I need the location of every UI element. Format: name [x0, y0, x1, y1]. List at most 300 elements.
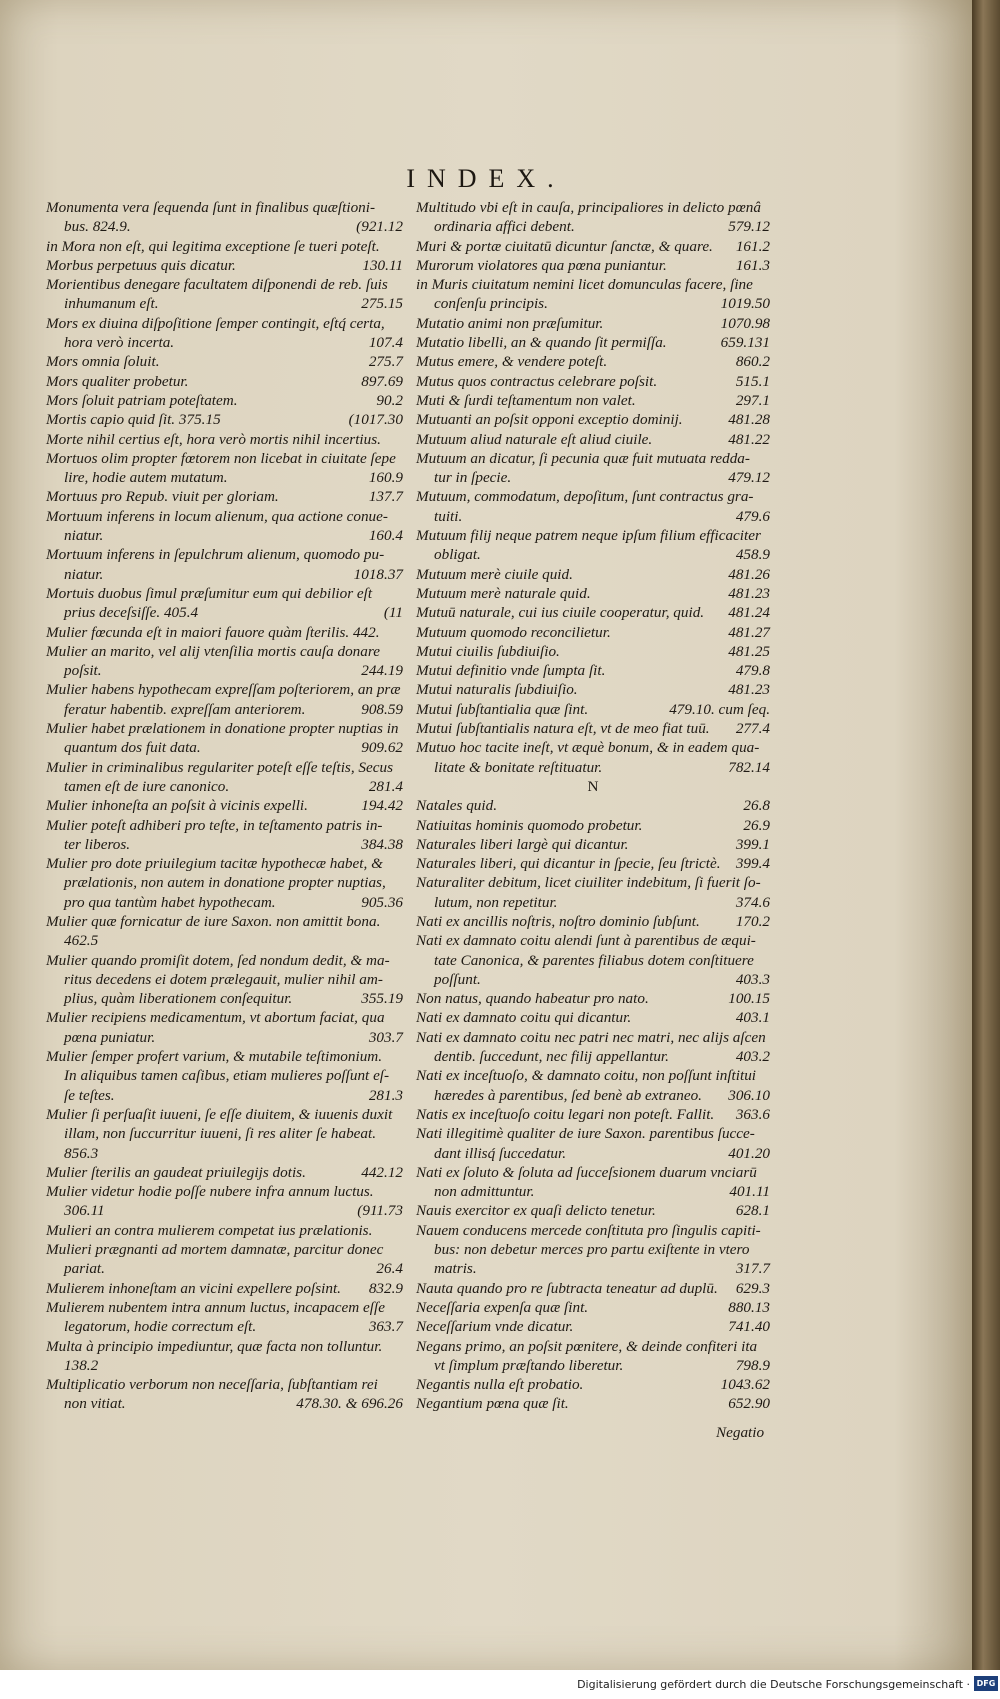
entry-reference: 107.4: [368, 334, 403, 352]
entry-text: Natales quid.: [416, 797, 498, 815]
entry-reference: 130.11: [362, 256, 403, 274]
index-entry-line: [46, 275, 403, 294]
index-entry-line: [46, 758, 403, 777]
entry-reference: (921.12: [356, 218, 403, 236]
index-entry-line: [416, 1240, 770, 1259]
entry-text: Neceſſaria expenſa quæ ſint.: [416, 1298, 589, 1316]
index-entry-line: [46, 1066, 403, 1085]
entry-text: Mortuus pro Repub. viuit per gloriam.: [46, 488, 279, 506]
index-entry-line: [46, 1201, 403, 1220]
entry-text: Mulier an marito, vel alij vtenſilia mortis cauſa donare: [46, 642, 380, 660]
entry-reference: 832.9: [368, 1279, 403, 1297]
index-entry-line: [416, 565, 770, 584]
entry-reference: 481.28: [728, 411, 770, 429]
entry-text: Mulier pro dote priuilegium tacitæ hypothecæ habet, &: [46, 855, 383, 873]
index-entry-line: [46, 256, 403, 275]
entry-text: poſſunt.: [434, 970, 481, 988]
entry-text: Nati ex damnato coitu alendi ſunt à parentibus de æqui-: [416, 932, 756, 950]
catchword: Negatio: [716, 1424, 765, 1441]
entry-reference: 442.12: [361, 1163, 403, 1181]
entry-text: Mors qualiter probetur.: [46, 372, 189, 390]
entry-reference: 160.9: [368, 469, 403, 487]
entry-text: Multitudo vbi eſt in cauſa, principaliores in delicto pœnâ: [416, 199, 761, 216]
entry-text: Mutuū naturale, cui ius ciuile cooperatur, quid.: [416, 604, 705, 622]
entry-text: Mutui ſubſtantialis natura eſt, vt de meo fiat tuū.: [416, 720, 710, 738]
entry-text: Morientibus denegare facultatem diſponendi de reb. ſuis: [46, 276, 388, 294]
section-letter: [416, 777, 770, 796]
entry-reference: 741.40: [728, 1318, 770, 1336]
entry-reference: 137.7: [368, 488, 403, 506]
entry-reference: (1017.30: [348, 411, 403, 429]
entry-text: lire, hodie autem mutatum.: [64, 469, 228, 487]
entry-reference: 26.9: [743, 816, 770, 834]
index-entry-line: [46, 1375, 403, 1394]
index-entry-line: [46, 1356, 403, 1375]
index-entry-line: [46, 1086, 403, 1105]
entry-reference: 363.6: [735, 1105, 770, 1123]
footer-bar: [0, 1670, 1000, 1699]
index-entry-line: [416, 584, 770, 603]
entry-text: illam, non ſuccurritur iuueni, ſi res aliter ſe habeat.: [64, 1125, 377, 1143]
entry-text: Mortuos olim propter fœtorem non licebat in ciuitate ſepe: [46, 449, 396, 467]
index-entry-line: [46, 584, 403, 603]
entry-text: Mutuum filij neque patrem neque ipſum filium efficaciter: [416, 527, 761, 545]
index-entry-line: [46, 391, 403, 410]
entry-text: Mutatio animi non præſumitur.: [416, 314, 604, 332]
entry-text: Muri & portæ ciuitatū dicuntur ſanctæ, & quare.: [416, 237, 713, 255]
entry-text: Mutuum aliud naturale eſt aliud ciuile.: [416, 430, 653, 448]
index-entry-line: [46, 198, 403, 217]
entry-reference: 303.7: [368, 1028, 403, 1046]
entry-text: Mutuum quomodo reconcilietur.: [416, 623, 611, 641]
entry-text: Mortuum inferens in locum alienum, qua actione conue-: [46, 507, 388, 525]
entry-reference: 275.15: [361, 295, 403, 313]
index-entry-line: [46, 1298, 403, 1317]
entry-text: litate & bonitate reſtituatur.: [434, 758, 603, 776]
entry-text: Naturales liberi largè qui dicantur.: [416, 835, 629, 853]
index-entry-line: [46, 816, 403, 835]
index-entry-line: [46, 1240, 403, 1259]
index-entry-line: [46, 294, 403, 313]
index-entry-line: [416, 198, 770, 217]
entry-text: prælationis, non autem in donatione propter nuptias,: [64, 874, 386, 892]
entry-text: Mulier quando promiſit dotem, ſed nondum dedit, & ma-: [46, 951, 390, 969]
entry-reference: 909.62: [361, 739, 403, 757]
index-entry-line: [46, 1337, 403, 1356]
index-entry-line: [46, 1182, 403, 1201]
entry-text: niatur.: [64, 565, 104, 583]
entry-text: Mutui ciuilis ſubdiuiſio.: [416, 642, 560, 660]
entry-text: ritus decedens ei dotem prælegauit, mulier nihil am-: [64, 970, 383, 988]
index-entry-line: [416, 1317, 770, 1336]
entry-text: Mortis capio quid ſit. 375.15: [46, 411, 221, 429]
entry-text: Mors ex diuina diſpoſitione ſemper contingit, eſtq́ certa,: [46, 314, 385, 332]
index-entry-line: [416, 1337, 770, 1356]
entry-reference: 363.7: [368, 1318, 403, 1336]
entry-text: Negantis nulla eſt probatio.: [416, 1376, 584, 1394]
index-entry-line: [416, 1163, 770, 1182]
entry-text: Mulier poteſt adhiberi pro teſte, in teſtamento patris in-: [46, 816, 383, 834]
index-entry-line: [416, 314, 770, 333]
entry-text: Muti & ſurdi teſtamentum non valet.: [416, 391, 636, 409]
entry-reference: 26.4: [376, 1260, 403, 1278]
entry-text: Nauis exercitor ex quaſi delicto tenetur.: [416, 1202, 656, 1220]
index-entry-line: [416, 1144, 770, 1163]
dfg-logo: DFG: [974, 1676, 998, 1691]
entry-text: Mulier inhoneſta an poſsit à vicinis expelli.: [46, 797, 308, 815]
entry-text: pro qua tantùm habet hypothecam.: [64, 893, 276, 911]
index-entry-line: [46, 1221, 403, 1240]
entry-reference: 481.27: [728, 623, 770, 641]
index-entry-line: [416, 507, 770, 526]
entry-text: non vitiat.: [64, 1395, 126, 1413]
index-entry-line: [46, 719, 403, 738]
index-entry-line: [46, 700, 403, 719]
entry-reference: 481.22: [728, 430, 770, 448]
entry-text: quantum dos fuit data.: [64, 739, 201, 757]
index-entry-line: [46, 931, 403, 950]
entry-reference: 652.90: [728, 1395, 770, 1413]
index-entry-line: [46, 217, 403, 236]
index-entry-line: [416, 719, 770, 738]
entry-text: ordinaria affici debent.: [434, 218, 575, 236]
entry-text: Mutui definitio vnde ſumpta ſit.: [416, 662, 606, 680]
index-entry-line: [46, 430, 403, 449]
index-entry-line: [46, 487, 403, 506]
index-entry-line: [46, 623, 403, 642]
footer-credit: Digitalisierung gefördert durch die Deutsche Forschungsgemeinschaft ·: [577, 1678, 970, 1691]
index-entry-line: [416, 603, 770, 622]
entry-text: tamen eſt de iure canonico.: [64, 777, 230, 795]
entry-reference: 782.14: [728, 758, 770, 776]
index-entry-line: [46, 1028, 403, 1047]
entry-text: Mutuum an dicatur, ſi pecunia quæ fuit mutuata redda-: [416, 449, 750, 467]
entry-text: Mortuis duobus ſimul præſumitur eum qui debilior eſt: [46, 584, 373, 602]
index-entry-line: [416, 545, 770, 564]
entry-text: dentib. ſuccedunt, nec filij appellantur.: [434, 1048, 669, 1066]
entry-reference: 458.9: [735, 546, 770, 564]
entry-text: plius, quàm liberationem conſequitur.: [64, 990, 293, 1008]
index-entry-line: [46, 1047, 403, 1066]
entry-text: Mutui naturalis ſubdiuiſio.: [416, 681, 578, 699]
index-entry-line: [416, 1394, 770, 1413]
entry-reference: 479.6: [735, 507, 770, 525]
entry-reference: 629.3: [735, 1279, 770, 1297]
entry-reference: 479.10. cum ſeq.: [669, 700, 770, 718]
entry-text: obligat.: [434, 546, 481, 564]
entry-text: inhumanum eſt.: [64, 295, 159, 313]
entry-reference: 244.19: [361, 662, 403, 680]
entry-reference: (911.73: [357, 1202, 403, 1220]
index-entry-line: [416, 526, 770, 545]
entry-text: non admittuntur.: [434, 1183, 535, 1201]
entry-reference: 798.9: [735, 1356, 770, 1374]
index-entry-line: [416, 700, 770, 719]
index-entry-line: [416, 430, 770, 449]
entry-text: ſe teſtes.: [64, 1086, 115, 1104]
entry-text: tur in ſpecie.: [434, 469, 512, 487]
entry-reference: 297.1: [735, 391, 770, 409]
index-entry-line: [416, 391, 770, 410]
entry-text: Mors ſoluit patriam poteſtatem.: [46, 391, 238, 409]
index-entry-line: [46, 835, 403, 854]
index-entry-line: [416, 642, 770, 661]
index-entry-line: [416, 410, 770, 429]
index-entry-line: [46, 545, 403, 564]
entry-text: in Mora non eſt, qui legitima exceptione ſe tueri poteſt.: [46, 237, 380, 255]
entry-text: Mulierem inhoneſtam an vicini expellere poſsint.: [46, 1279, 341, 1297]
entry-text: bus. 824.9.: [64, 218, 131, 236]
entry-text: bus: non debetur merces pro partu exiſtente in vtero: [434, 1241, 750, 1259]
entry-text: Morbus perpetuus quis dicatur.: [46, 256, 236, 274]
index-entry-line: [416, 1375, 770, 1394]
index-entry-line: [416, 1028, 770, 1047]
entry-text: lutum, non repetitur.: [434, 893, 558, 911]
entry-text: hæredes à parentibus, ſed benè ab extraneo.: [434, 1086, 702, 1104]
index-entry-line: [416, 333, 770, 352]
index-entry-line: [416, 816, 770, 835]
entry-text: Mulier habens hypothecam expreſſam poſteriorem, an præ: [46, 681, 401, 699]
index-entry-line: [46, 237, 403, 256]
entry-reference: 194.42: [361, 797, 403, 815]
index-entry-line: [46, 989, 403, 1008]
entry-text: Mutuo hoc tacite ineſt, vt æquè bonum, & in eadem qua-: [416, 739, 760, 757]
entry-reference: 399.4: [735, 855, 770, 873]
index-entry-line: [416, 931, 770, 950]
entry-reference: 579.12: [728, 218, 770, 236]
index-entry-line: [46, 468, 403, 487]
entry-reference: 277.4: [735, 720, 770, 738]
index-entry-line: [46, 661, 403, 680]
entry-text: pariat.: [64, 1260, 105, 1278]
entry-text: Mulier fœcunda eſt in maiori fauore quàm ſterilis. 442.: [46, 623, 380, 641]
index-column-right: [416, 198, 770, 1414]
index-entry-line: [416, 1298, 770, 1317]
entry-text: Mulier videtur hodie poſſe nubere infra annum luctus.: [46, 1183, 374, 1201]
index-entry-line: [416, 623, 770, 642]
index-entry-line: [46, 1394, 403, 1413]
entry-reference: 355.19: [361, 990, 403, 1008]
entry-reference: 161.2: [735, 237, 770, 255]
entry-text: 856.3: [64, 1144, 99, 1162]
index-entry-line: [416, 873, 770, 892]
index-entry-line: [416, 256, 770, 275]
entry-reference: 26.8: [743, 797, 770, 815]
entry-text: Mulierem nubentem intra annum luctus, incapacem eſſe: [46, 1298, 385, 1316]
index-entry-line: [416, 294, 770, 313]
entry-reference: 317.7: [735, 1260, 770, 1278]
entry-text: hora verò incerta.: [64, 334, 175, 352]
entry-reference: 481.25: [728, 642, 770, 660]
entry-text: Nauta quando pro re ſubtracta teneatur ad duplū.: [416, 1279, 718, 1297]
entry-text: Nati ex ancillis noſtris, noſtro dominio ſubſunt.: [416, 912, 700, 930]
index-entry-line: [416, 1279, 770, 1298]
entry-text: Mulier in criminalibus regulariter poteſt eſſe teſtis, Secus: [46, 758, 394, 776]
index-entry-line: [46, 912, 403, 931]
entry-reference: 161.3: [735, 256, 770, 274]
entry-text: pœna puniatur.: [64, 1028, 156, 1046]
entry-text: Nati ex damnato coitu qui dicantur.: [416, 1009, 632, 1027]
index-entry-line: [46, 352, 403, 371]
index-entry-line: [416, 1124, 770, 1143]
index-entry-line: [46, 873, 403, 892]
entry-text: Nati ex inceſtuoſo, & damnato coitu, non poſſunt inſtitui: [416, 1067, 757, 1085]
entry-text: Murorum violatores qua pœna puniantur.: [416, 256, 667, 274]
entry-reference: 403.3: [735, 970, 770, 988]
entry-reference: 481.24: [728, 604, 770, 622]
entry-reference: 275.7: [368, 353, 403, 371]
entry-text: 306.11: [64, 1202, 105, 1220]
entry-text: Nati illegitimè qualiter de iure Saxon. parentibus ſucce-: [416, 1125, 755, 1143]
index-entry-line: [416, 796, 770, 815]
index-entry-line: [46, 642, 403, 661]
index-entry-line: [416, 1201, 770, 1220]
index-entry-line: [416, 854, 770, 873]
entry-reference: 897.69: [361, 372, 403, 390]
entry-reference: 100.15: [728, 990, 770, 1008]
entry-reference: 481.23: [728, 584, 770, 602]
index-entry-line: [46, 1279, 403, 1298]
entry-reference: 374.6: [735, 893, 770, 911]
entry-reference: 481.26: [728, 565, 770, 583]
entry-reference: 860.2: [735, 353, 770, 371]
entry-reference: 90.2: [376, 391, 403, 409]
entry-text: prius deceſsiſſe. 405.4: [64, 604, 199, 622]
index-entry-line: [416, 372, 770, 391]
entry-text: Natiuitas hominis quomodo probetur.: [416, 816, 643, 834]
entry-reference: 659.131: [720, 334, 770, 352]
index-entry-line: [416, 1259, 770, 1278]
entry-reference: 401.11: [729, 1183, 770, 1201]
entry-text: Mutatio libelli, an & quando ſit permiſſa.: [416, 334, 667, 352]
entry-text: tate Canonica, & parentes filiabus dotem conſtituere: [434, 951, 754, 969]
entry-text: Monumenta vera ſequenda ſunt in finalibus quæſtioni-: [46, 199, 376, 216]
index-entry-line: [416, 237, 770, 256]
index-entry-line: [416, 275, 770, 294]
index-entry-line: [416, 449, 770, 468]
index-entry-line: [46, 1259, 403, 1278]
entry-reference: (11: [383, 604, 403, 622]
entry-text: tuiti.: [434, 507, 463, 525]
entry-reference: 515.1: [735, 372, 770, 390]
index-entry-line: [416, 1105, 770, 1124]
index-entry-line: [46, 738, 403, 757]
entry-text: Mulieri prægnanti ad mortem damnatæ, parcitur donec: [46, 1241, 384, 1259]
entry-text: In aliquibus tamen caſibus, etiam mulieres poſſunt eſ-: [64, 1067, 390, 1085]
entry-reference: 479.8: [735, 662, 770, 680]
entry-text: Naturaliter debitum, licet ciuiliter indebitum, ſi fuerit ſo-: [416, 874, 761, 892]
index-column-left: [46, 198, 403, 1414]
entry-text: legatorum, hodie correctum eſt.: [64, 1318, 257, 1336]
index-entry-line: [416, 970, 770, 989]
entry-text: ter liberos.: [64, 835, 131, 853]
entry-text: feratur habentib. expreſſam anteriorem.: [64, 700, 306, 718]
entry-text: Mutuum, commodatum, depoſitum, ſunt contractus gra-: [416, 488, 754, 506]
index-entry-line: [416, 989, 770, 1008]
entry-text: Mulier ſterilis an gaudeat priuilegijs dotis.: [46, 1163, 306, 1181]
entry-text: niatur.: [64, 527, 104, 545]
index-entry-line: [416, 1008, 770, 1027]
entry-reference: 481.23: [728, 681, 770, 699]
index-entry-line: [46, 314, 403, 333]
index-entry-line: [46, 603, 403, 622]
entry-text: vt ſimplum præſtando liberetur.: [434, 1356, 624, 1374]
entry-text: Mutuum merè naturale quid.: [416, 584, 591, 602]
index-entry-line: [416, 217, 770, 236]
entry-reference: 880.13: [728, 1298, 770, 1316]
index-entry-line: [46, 1317, 403, 1336]
entry-text: dant illisq́ ſuccedatur.: [434, 1144, 567, 1162]
entry-text: Natis ex inceſtuoſo coitu legari non poteſt. Fallit.: [416, 1105, 715, 1123]
entry-reference: 1043.62: [720, 1376, 770, 1394]
index-entry-line: [416, 951, 770, 970]
index-entry-line: [416, 1356, 770, 1375]
entry-text: Mutuum merè ciuile quid.: [416, 565, 573, 583]
entry-text: N: [587, 777, 599, 795]
entry-text: 462.5: [64, 932, 99, 950]
entry-text: Morte nihil certius eſt, hora verò mortis nihil incertius.: [46, 430, 381, 448]
entry-reference: 306.10: [728, 1086, 770, 1104]
index-entry-line: [416, 738, 770, 757]
entry-reference: 170.2: [735, 912, 770, 930]
index-entry-line: [46, 1144, 403, 1163]
index-entry-line: [46, 1008, 403, 1027]
entry-reference: 478.30. & 696.26: [296, 1395, 403, 1413]
index-entry-line: [46, 1163, 403, 1182]
index-entry-line: [46, 680, 403, 699]
entry-reference: 908.59: [361, 700, 403, 718]
entry-reference: 384.38: [361, 835, 403, 853]
entry-text: Mutui ſubſtantialia quæ ſint.: [416, 700, 589, 718]
entry-reference: 281.3: [368, 1086, 403, 1104]
entry-text: Nauem conducens mercede conſtituta pro ſingulis capiti-: [416, 1221, 761, 1239]
index-entry-line: [46, 893, 403, 912]
entry-text: Multiplicatio verborum non neceſſaria, ſubſtantiam rei: [46, 1376, 378, 1394]
index-entry-line: [46, 854, 403, 873]
index-entry-line: [46, 449, 403, 468]
entry-text: Mulier quæ fornicatur de iure Saxon. non amittit bona.: [46, 912, 381, 930]
index-entry-line: [416, 661, 770, 680]
entry-text: Multa à principio impediuntur, quæ facta non tolluntur.: [46, 1337, 383, 1355]
entry-text: poſsit.: [64, 662, 102, 680]
index-entry-line: [416, 835, 770, 854]
entry-text: Mutus quos contractus celebrare poſsit.: [416, 372, 658, 390]
entry-text: Mutus emere, & vendere poteſt.: [416, 353, 608, 371]
entry-text: Mors omnia ſoluit.: [46, 353, 160, 371]
entry-text: Mulier ſemper profert varium, & mutabile teſtimonium.: [46, 1048, 383, 1066]
index-entry-line: [46, 970, 403, 989]
entry-text: Nati ex ſoluto & ſoluta ad ſucceſsionem duarum vnciarū: [416, 1163, 757, 1181]
page-title: INDEX.: [406, 164, 566, 193]
entry-reference: 403.1: [735, 1009, 770, 1027]
entry-text: Neceſſarium vnde dicatur.: [416, 1318, 574, 1336]
entry-text: Naturales liberi, qui dicantur in ſpecie, ſeu ſtrictè.: [416, 855, 721, 873]
entry-reference: 1019.50: [720, 295, 770, 313]
entry-text: Mulier recipiens medicamentum, vt abortum faciat, qua: [46, 1009, 385, 1027]
entry-reference: 401.20: [728, 1144, 770, 1162]
index-entry-line: [416, 468, 770, 487]
index-entry-line: [416, 680, 770, 699]
entry-text: Non natus, quando habeatur pro nato.: [416, 990, 649, 1008]
entry-text: Mulier ſi perſuaſit iuueni, ſe eſſe diuitem, & iuuenis duxit: [46, 1105, 393, 1123]
index-entry-line: [46, 410, 403, 429]
index-entry-line: [416, 893, 770, 912]
entry-reference: 160.4: [368, 527, 403, 545]
entry-text: Mortuum inferens in ſepulchrum alienum, quomodo pu-: [46, 546, 385, 564]
index-entry-line: [46, 372, 403, 391]
index-entry-line: [46, 565, 403, 584]
index-entry-line: [46, 777, 403, 796]
